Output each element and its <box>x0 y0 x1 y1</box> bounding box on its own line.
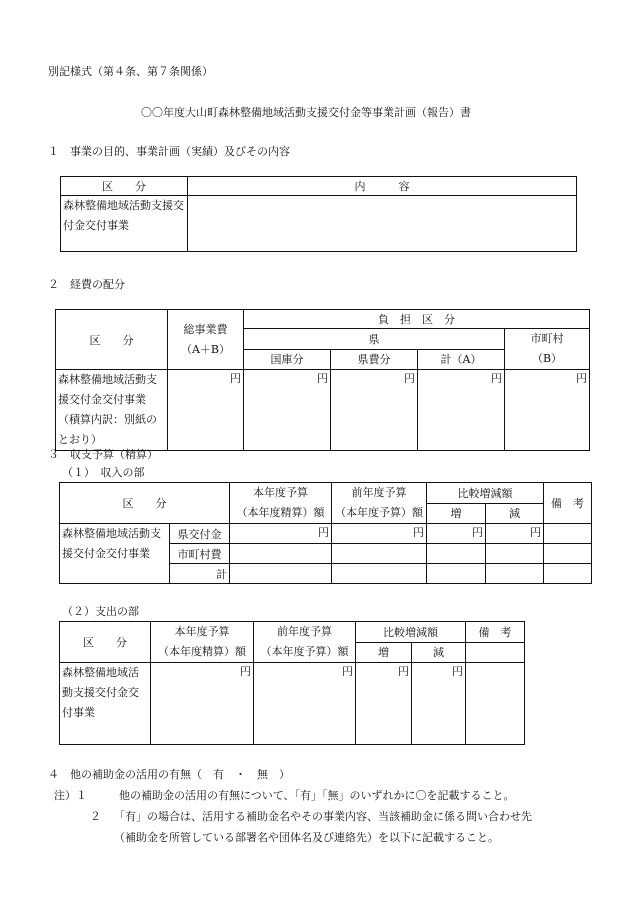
inc-col-current-label: 本年度予算 <box>253 486 308 499</box>
s1-col-category: 区 分 <box>61 177 188 196</box>
exp-col-decrease: 減 <box>412 642 466 663</box>
inc-town-current-cell[interactable] <box>230 544 332 564</box>
exp-col-compare: 比較増減額 <box>356 622 466 643</box>
s1-content-cell[interactable] <box>188 196 577 252</box>
exp-remarks-subheader <box>466 642 525 663</box>
section1-table <box>60 176 577 252</box>
inc-town-prev-cell[interactable] <box>332 544 427 564</box>
s2-subtotal-cell[interactable]: 円 <box>418 370 505 451</box>
expense-heading: （２）支出の部 <box>62 605 139 618</box>
inc-pref-prev-cell[interactable]: 円 <box>332 524 427 544</box>
s2-col-total-label: 総事業費 <box>183 322 228 336</box>
form-label: 別記様式（第４条、第７条関係） <box>48 65 213 78</box>
inc-col-compare: 比較増減額 <box>427 483 544 504</box>
s2-total-cell[interactable]: 円 <box>168 370 244 451</box>
exp-col-category: 区 分 <box>60 622 151 663</box>
exp-prev-cell[interactable]: 円 <box>254 663 356 745</box>
inc-col-prev <box>332 483 427 524</box>
inc-town-increase-cell[interactable] <box>427 544 486 564</box>
s2-col-pref-share: 県費分 <box>331 349 418 370</box>
inc-town-remarks-cell[interactable] <box>544 544 592 564</box>
inc-town-decrease-cell[interactable] <box>486 544 544 564</box>
note2-line1: 「有」の場合は、活用する補助金名やその事業内容、当該補助金に係る問い合わせ先 <box>114 810 532 823</box>
section4-heading: ４ 他の補助金の活用の有無（ 有 ・ 無 ） <box>48 768 290 781</box>
s2-row-label: 森林整備地域活動支援交付金交付事業（積算内訳：別紙のとおり） <box>56 370 168 451</box>
inc-total-decrease-cell[interactable] <box>486 564 544 584</box>
s2-col-category: 区 分 <box>56 310 168 370</box>
s2-col-pref: 県 <box>244 329 505 350</box>
exp-col-prev-sub: （本年度予算）額 <box>260 645 349 658</box>
inc-total-prev-cell[interactable] <box>332 564 427 584</box>
s1-col-content: 内 容 <box>188 177 577 196</box>
inc-pref-remarks-cell[interactable] <box>544 524 592 544</box>
note-prefix: 注）１ <box>54 789 87 802</box>
s2-col-town-label: 市町村 <box>530 332 564 345</box>
inc-col-current-sub: （本年度精算）額 <box>236 506 325 519</box>
section2-table <box>55 309 590 451</box>
exp-col-increase: 増 <box>356 642 412 663</box>
s2-col-national: 国庫分 <box>244 349 331 370</box>
s2-col-subtotal: 計（A） <box>418 349 505 370</box>
s2-town-cell[interactable]: 円 <box>505 370 590 451</box>
inc-col-category: 区 分 <box>60 483 230 524</box>
inc-pref-current-cell[interactable]: 円 <box>230 524 332 544</box>
inc-total-increase-cell[interactable] <box>427 564 486 584</box>
exp-remarks-cell[interactable] <box>466 663 525 745</box>
note1: 他の補助金の活用の有無について、「有」「無」のいずれかに〇を記載すること。 <box>119 789 515 802</box>
inc-item-town: 市町村費 <box>170 544 230 564</box>
income-heading: （１） 収入の部 <box>62 466 145 479</box>
inc-col-prev-label: 前年度予算 <box>351 486 407 499</box>
inc-col-increase: 増 <box>427 503 486 524</box>
s2-col-town-b: （B） <box>531 352 563 365</box>
exp-col-current-sub: （本年度精算）額 <box>158 645 246 658</box>
inc-pref-decrease-cell[interactable]: 円 <box>486 524 544 544</box>
s2-col-burden: 負 担 区 分 <box>244 310 590 329</box>
exp-col-remarks: 備 考 <box>466 622 525 643</box>
document-title: 〇〇年度大山町森林整備地域活動支援交付金等事業計画（報告）書 <box>141 106 471 119</box>
inc-col-remarks: 備 考 <box>544 483 592 524</box>
note2-line2: （補助金を所管している部署名や団体名及び連絡先）を以下に記載すること。 <box>114 831 499 844</box>
exp-current-cell[interactable]: 円 <box>151 663 254 745</box>
exp-col-prev <box>254 622 356 663</box>
exp-col-prev-label: 前年度予算 <box>277 625 332 638</box>
s1-row-label: 森林整備地域活動支援交付金交付事業 <box>61 196 188 252</box>
inc-item-pref: 県交付金 <box>170 524 230 544</box>
section1-heading: １ 事業の目的、事業計画（実績）及びその内容 <box>48 145 290 158</box>
inc-item-total: 計 <box>170 564 230 584</box>
exp-row-label: 森林整備地域活動支援交付金交付事業 <box>60 663 151 745</box>
exp-col-current-label: 本年度予算 <box>174 625 230 638</box>
section2-heading: ２ 経費の配分 <box>48 278 125 291</box>
inc-col-prev-sub: （本年度予算）額 <box>335 506 423 519</box>
inc-pref-increase-cell[interactable]: 円 <box>427 524 486 544</box>
section3-heading: ３ 収支予算（精算） <box>48 448 158 461</box>
exp-decrease-cell[interactable]: 円 <box>412 663 466 745</box>
inc-total-remarks-cell[interactable] <box>544 564 592 584</box>
s2-col-total <box>168 310 244 370</box>
s2-national-cell[interactable]: 円 <box>244 370 331 451</box>
inc-col-decrease: 減 <box>486 503 544 524</box>
inc-total-current-cell[interactable] <box>230 564 332 584</box>
expense-table <box>59 621 525 745</box>
s2-col-total-formula: （A＋B） <box>180 342 231 356</box>
exp-col-current <box>151 622 254 663</box>
s2-col-town <box>505 329 590 370</box>
note2-prefix: ２ <box>90 810 101 823</box>
s2-pref-share-cell[interactable]: 円 <box>331 370 418 451</box>
income-table <box>59 482 592 584</box>
exp-increase-cell[interactable]: 円 <box>356 663 412 745</box>
inc-col-current <box>230 483 332 524</box>
inc-row-label: 森林整備地域活動支援交付金交付事業 <box>60 524 170 584</box>
